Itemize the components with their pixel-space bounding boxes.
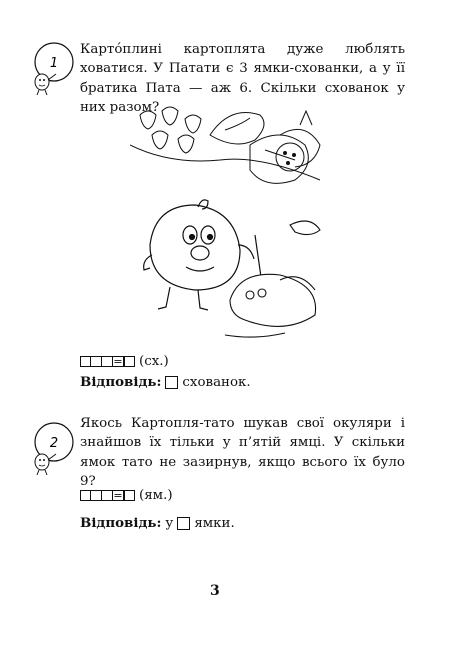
expression-2 [80, 488, 173, 503]
expr-2-box-2[interactable] [91, 490, 102, 501]
answer-1-box[interactable] [165, 376, 178, 389]
task-marker-1 [28, 40, 78, 100]
expr-1-equals: = [113, 355, 123, 368]
expr-2-unit: (ям.) [139, 488, 173, 503]
answer-2-box[interactable] [177, 517, 190, 530]
answer-1-label: Відповідь: [80, 374, 162, 390]
expr-2-box-1[interactable] [80, 490, 91, 501]
answer-1 [80, 374, 251, 390]
expr-2-equals: = [113, 489, 123, 502]
expr-1-box-2[interactable] [91, 356, 102, 367]
task-1-text: Картóплині картоплята дуже люблять ховатися. У Патати є 3 ямки-схованки, а у її братика Пата — аж 6. Скільки схованок у них разом? [80, 42, 405, 115]
expr-1-box-3[interactable] [102, 356, 113, 367]
page-number: 3 [210, 583, 220, 599]
expr-1-unit: (сх.) [139, 354, 169, 369]
answer-2-prefix: у [165, 515, 174, 531]
answer-2-suffix: ямки. [194, 515, 235, 531]
task-number-1: 1 [49, 56, 59, 71]
answer-1-suffix: схованок. [182, 374, 251, 390]
expression-1 [80, 354, 169, 369]
task-2-text: Якось Картопля-тато шукав свої окуляри і знайшов їх тільки у п’ятій ямці. У скільки ямок тато не зазирнув, якщо всього їх було 9? [80, 416, 405, 489]
expr-1-box-1[interactable] [80, 356, 91, 367]
illustration-potatoes-in-garden [130, 105, 340, 345]
potato-character-small [225, 221, 320, 337]
expr-2-result-box[interactable] [124, 490, 135, 501]
expr-1-result-box[interactable] [124, 356, 135, 367]
expr-2-box-3[interactable] [102, 490, 113, 501]
answer-2-label: Відповідь: [80, 515, 162, 531]
task-number-2: 2 [49, 436, 59, 451]
answer-2 [80, 515, 235, 531]
task-marker-2 [28, 420, 78, 480]
